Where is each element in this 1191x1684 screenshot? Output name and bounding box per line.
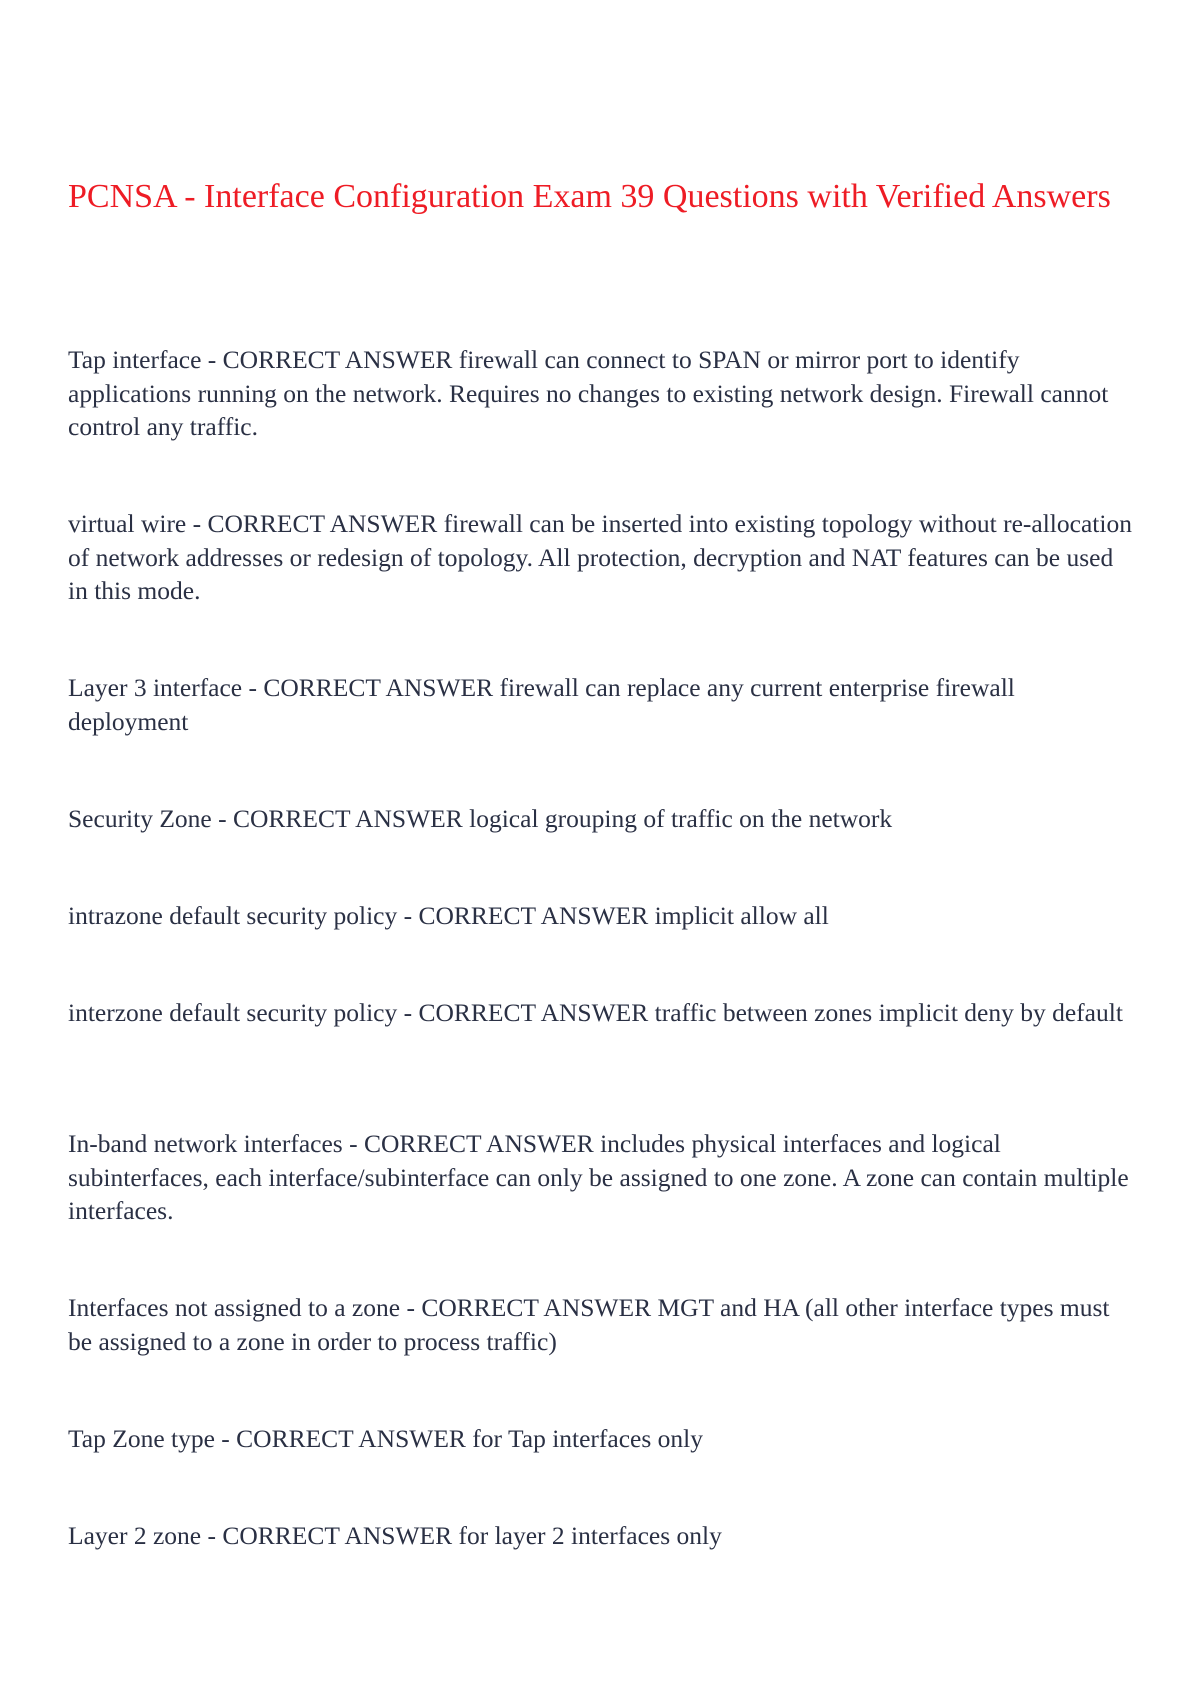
qa-item-intrazone-policy: intrazone default security policy - CORRECT ANSWER implicit allow all (68, 901, 829, 930)
qa-item-tap-zone: Tap Zone type - CORRECT ANSWER for Tap interfaces only (68, 1424, 703, 1453)
document-title: PCNSA - Interface Configuration Exam 39 Questions with Verified Answers (68, 178, 1111, 215)
qa-item-tap-interface: Tap interface - CORRECT ANSWER firewall can connect to SPAN or mirror port to identify applications running on the network. Requires no changes to existing network design. Firewall cannot control any traffic. (68, 345, 1109, 441)
qa-item-security-zone: Security Zone - CORRECT ANSWER logical grouping of traffic on the network (68, 804, 893, 833)
qa-item-layer3-interface: Layer 3 interface - CORRECT ANSWER firewall can replace any current enterprise firewall deployment (68, 673, 1015, 736)
qa-item-unassigned-interfaces: Interfaces not assigned to a zone - CORRECT ANSWER MGT and HA (all other interface types must be assigned to a zone in order to process traffic) (68, 1293, 1110, 1356)
qa-item-interzone-policy: interzone default security policy - CORRECT ANSWER traffic between zones implicit deny by default (68, 998, 1123, 1027)
qa-item-virtual-wire: virtual wire - CORRECT ANSWER firewall can be inserted into existing topology without re-allocation of network addresses or redesign of topology. All protection, decryption and NAT features can be used in this mode. (68, 509, 1132, 605)
qa-item-inband-interfaces: In-band network interfaces - CORRECT ANSWER includes physical interfaces and logical subinterfaces, each interface/subinterface can only be assigned to one zone. A zone can contain multiple interfaces. (68, 1129, 1129, 1225)
qa-item-layer2-zone: Layer 2 zone - CORRECT ANSWER for layer 2 interfaces only (68, 1521, 722, 1550)
